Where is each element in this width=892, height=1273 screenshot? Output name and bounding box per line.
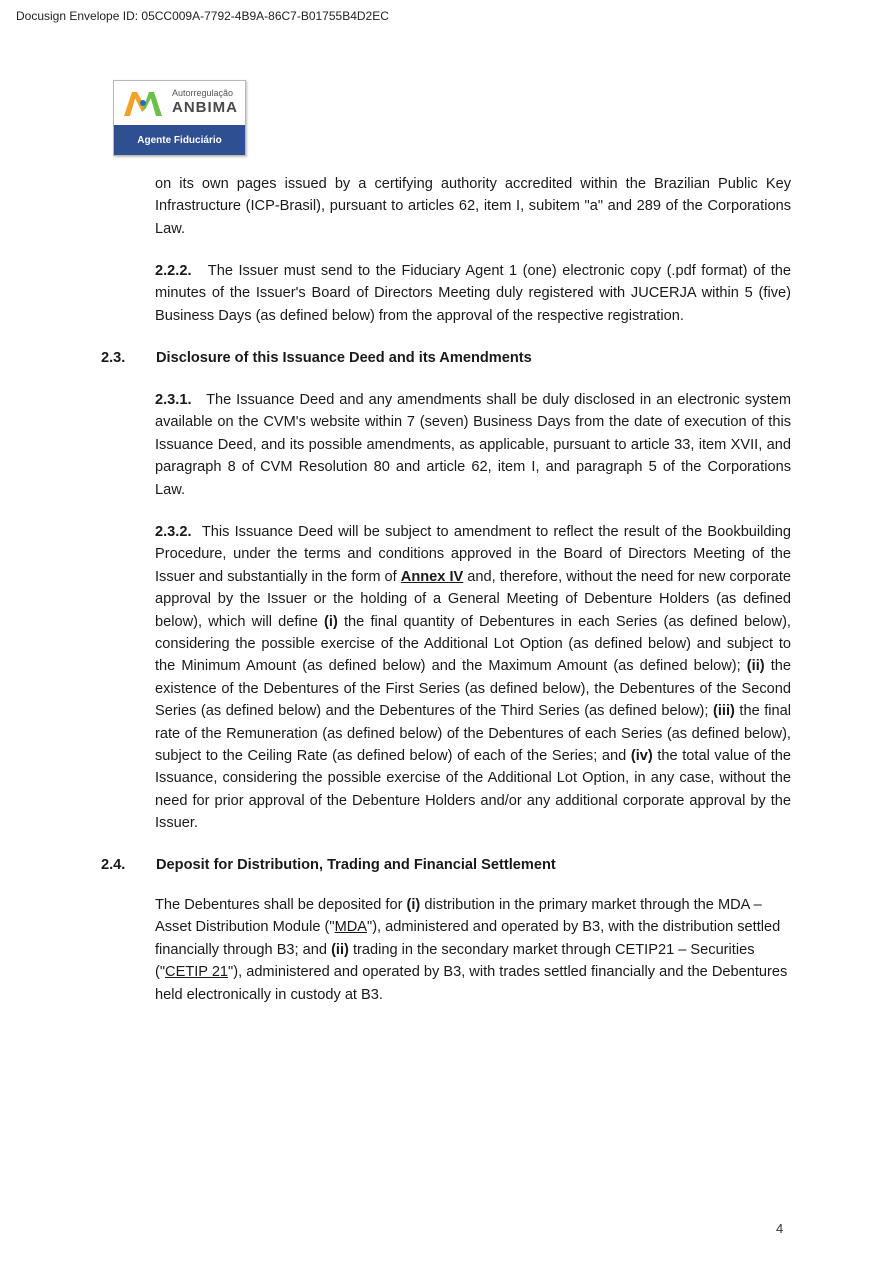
logo-top: [114, 81, 245, 126]
section-title: Deposit for Distribution, Trading and Financial Settlement: [156, 857, 556, 873]
logo-autorregulacao: Autorregulação: [172, 88, 234, 98]
clause-text: The Issuance Deed and any amendments shall be duly disclosed in an electronic system available on the CVM's website within 7 (seven) Business Days from the date of execution of this Issuance Deed, and its possible amendments, as applicable, pursuant to article 33, item XVII, and paragraph 8 of CVM Resolution 80 and article 62, item I, and paragraph 5 of the Corporations Law.: [155, 392, 791, 498]
clause-text: "), administered and operated by B3, with trades settled financially and the Debentures held electronically in custody at B3.: [155, 964, 788, 1003]
clause-number: 2.2.2.: [155, 263, 192, 279]
clause-2-3-2: [155, 521, 791, 835]
section-heading-2-4: [101, 854, 556, 876]
logo-agente-fiduciario: Agente Fiduciário: [114, 125, 245, 155]
item-marker: (ii): [331, 941, 349, 958]
cetip-defined-term: CETIP 21: [165, 964, 229, 981]
clause-text: distribution in the primary market through the MDA – Asset Distribution Module (": [155, 897, 762, 936]
paragraph-continuation: on its own pages issued by a certifying authority accredited within the Brazilian Public Key Infrastructure (ICP-Brasil), pursuant to articles 62, item I, subitem "a" and 289 of the Corporations Law.: [155, 176, 791, 237]
item-marker: (iii): [712, 703, 735, 720]
clause-text: the existence of the Debentures of the First Series (as defined below), the Debentures of the Second Series (as defined below) and the Debentures of the Third Series (as defined below);: [155, 658, 791, 720]
clause-text: the final rate of the Remuneration (as defined below) of the Debentures of each Series (as defined below), subject to the Ceiling Rate (as defined below) of each of the Series; and: [155, 703, 791, 765]
item-marker: (i): [406, 897, 421, 913]
item-marker: (iv): [630, 748, 653, 765]
clause-text: and, therefore, without the need for new corporate approval by the Issuer or the holding of a General Meeting of Debenture Holders (as defined below), which will define: [155, 568, 792, 630]
clause-text: trading in the secondary market through CETIP21 – Securities (": [155, 941, 755, 981]
page-number: 4: [776, 1221, 784, 1236]
clause-text: "), administered and operated by B3, with the distribution settled financially through B3; and: [155, 919, 781, 958]
clause-number: 2.3.2.: [155, 524, 192, 540]
item-marker: (i): [324, 613, 338, 630]
anbima-mark-icon: [124, 90, 162, 116]
mda-defined-term: MDA: [334, 919, 368, 936]
clause-text: This Issuance Deed will be subject to amendment to reflect the result of the Bookbuilding Procedure, under the terms and conditions approved in the Board of Directors Meeting of the Issuer and substantially in the form of: [155, 524, 791, 585]
clause-text: The Issuer must send to the Fiduciary Agent 1 (one) electronic copy (.pdf format) of the minutes of the Issuer's Board of Directors Meeting duly registered with JUCERJA within 5 (five) Business Days (as defined below) from the approval of the respective registration.: [155, 263, 791, 324]
clause-2-3-1: [155, 389, 791, 501]
section-heading-2-3: [101, 347, 532, 369]
section-title: Disclosure of this Issuance Deed and its Amendments: [156, 350, 532, 366]
clause-number: 2.3.1.: [155, 392, 192, 408]
clause-2-4-body: [155, 894, 795, 1006]
annex-iv-reference: Annex IV: [400, 568, 464, 585]
anbima-logo: [113, 80, 246, 156]
clause-text: the total value of the Issuance, considering the possible exercise of the Additional Lot Option, in any case, without the need for prior approval of the Debenture Holders and/or any additional corporate approval by the Issuer.: [155, 748, 791, 832]
section-number: 2.3.: [101, 350, 126, 366]
docusign-envelope-id: Docusign Envelope ID: 05CC009A-7792-4B9A-86C7-B01755B4D2EC: [16, 9, 389, 23]
clause-text: The Debentures shall be deposited for: [155, 897, 407, 913]
item-marker: (ii): [746, 658, 765, 675]
clause-2-2-2: [155, 260, 791, 327]
section-number: 2.4.: [101, 857, 126, 873]
logo-anbima: ANBIMA: [172, 99, 238, 116]
clause-text: the final quantity of Debentures in each Series (as defined below), considering the possible exercise of the Additional Lot Option (as defined below) and subject to the Minimum Amount (as defined below) and the Maximum Amount (as defined below);: [155, 613, 791, 675]
